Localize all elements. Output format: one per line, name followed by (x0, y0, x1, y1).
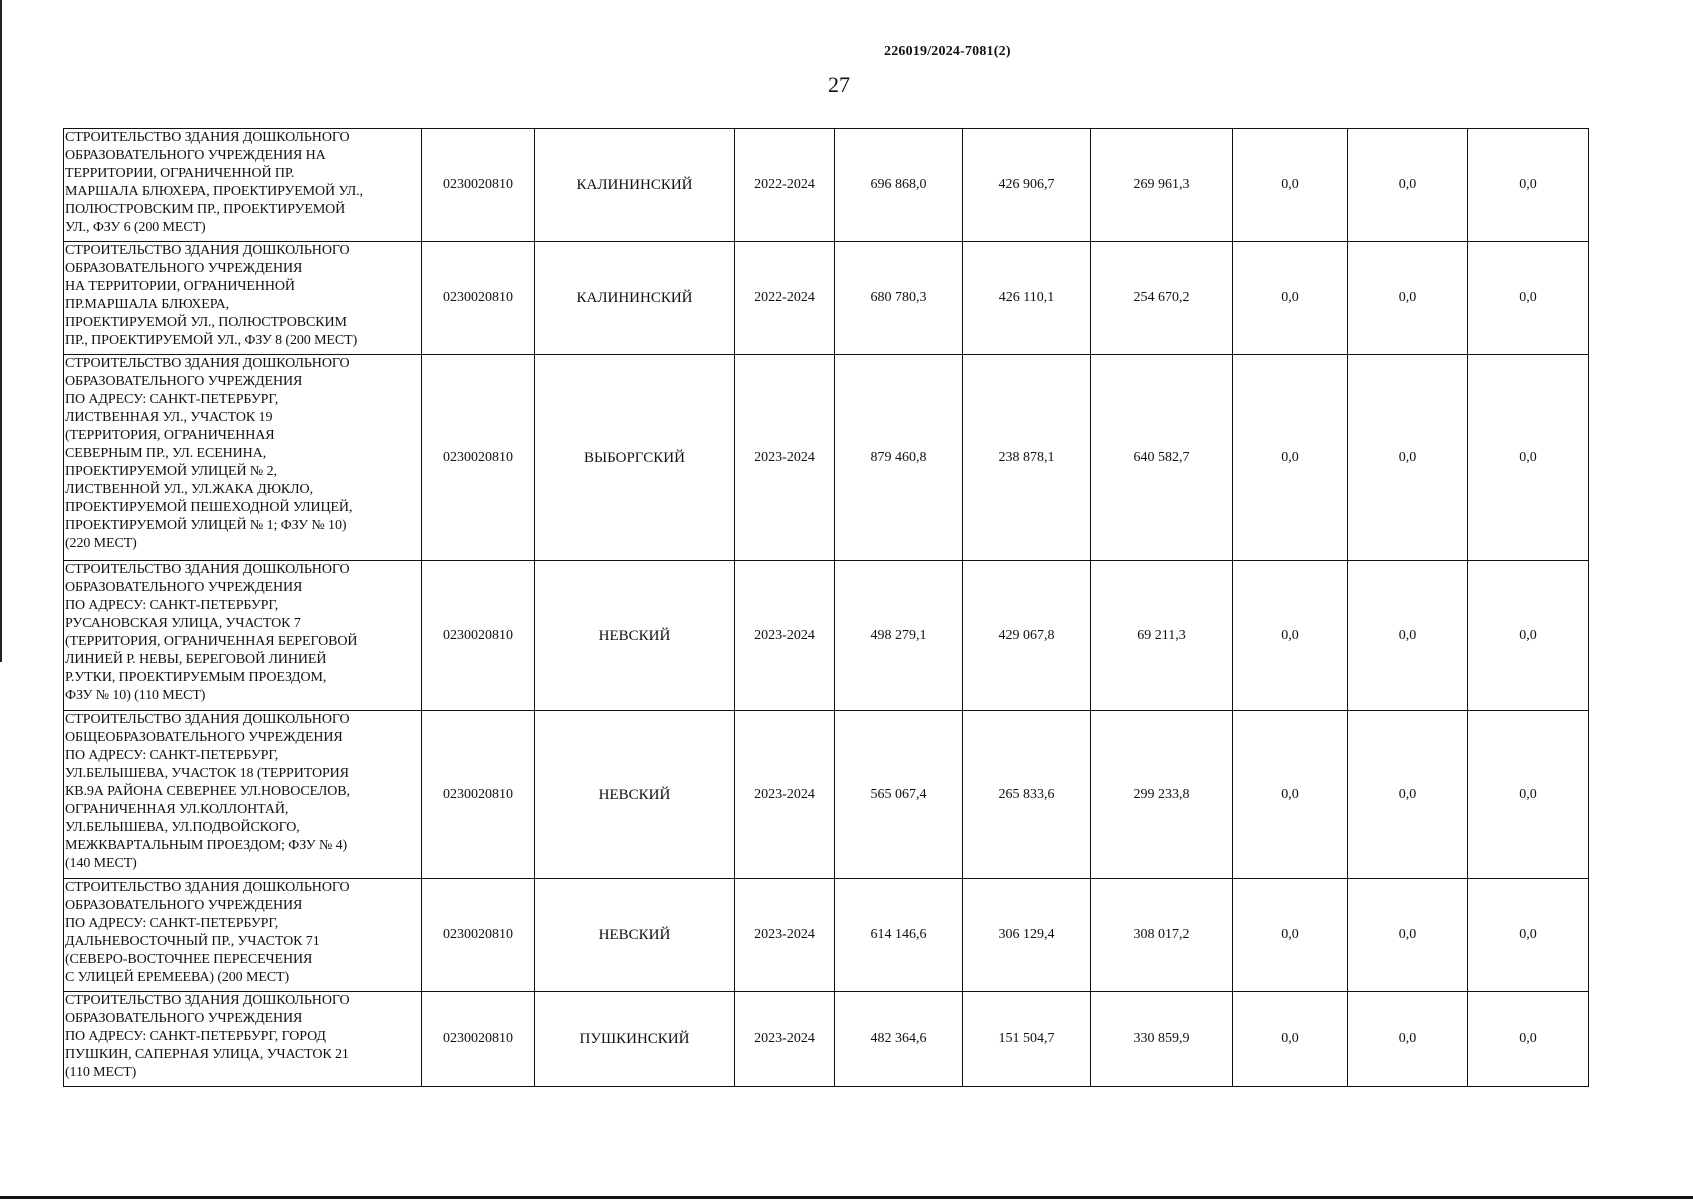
table-row (64, 355, 1589, 561)
value-cell: 0,0 (1468, 129, 1589, 242)
total-cell: 498 279,1 (835, 561, 963, 711)
value-cell: 151 504,7 (963, 992, 1091, 1087)
scan-left-edge (0, 0, 2, 662)
value-cell: 0,0 (1233, 242, 1348, 355)
value-cell: 69 211,3 (1091, 561, 1233, 711)
object-name-cell: СТРОИТЕЛЬСТВО ЗДАНИЯ ДОШКОЛЬНОГО ОБЩЕОБРАЗОВАТЕЛЬНОГО УЧРЕЖДЕНИЯ ПО АДРЕСУ: САНКТ-ПЕТЕРБУРГ, УЛ.БЕЛЫШЕВА, УЧАСТОК 18 (ТЕРРИТОРИЯ КВ.9А РАЙОНА СЕВЕРНЕЕ УЛ.НОВОСЕЛОВ, ОГРАНИЧЕННАЯ УЛ.КОЛЛОНТАЙ, УЛ.БЕЛЫШЕВА, УЛ.ПОДВОЙСКОГО, МЕЖКВАРТАЛЬНЫМ ПРОЕЗДОМ; ФЗУ № 4) (140 МЕСТ) (64, 711, 422, 879)
table-row (64, 561, 1589, 711)
value-cell: 0,0 (1468, 879, 1589, 992)
district-cell: НЕВСКИЙ (535, 879, 735, 992)
code-cell: 0230020810 (422, 129, 535, 242)
period-cell: 2022-2024 (735, 129, 835, 242)
district-cell: ВЫБОРГСКИЙ (535, 355, 735, 561)
table-row (64, 242, 1589, 355)
district-cell: КАЛИНИНСКИЙ (535, 242, 735, 355)
value-cell: 330 859,9 (1091, 992, 1233, 1087)
value-cell: 640 582,7 (1091, 355, 1233, 561)
total-cell: 680 780,3 (835, 242, 963, 355)
object-name-cell: СТРОИТЕЛЬСТВО ЗДАНИЯ ДОШКОЛЬНОГО ОБРАЗОВАТЕЛЬНОГО УЧРЕЖДЕНИЯ НА ТЕРРИТОРИИ, ОГРАНИЧЕННОЙ ПР. МАРШАЛА БЛЮХЕРА, ПРОЕКТИРУЕМОЙ УЛ., ПОЛЮСТРОВСКИМ ПР., ПРОЕКТИРУЕМОЙ УЛ., ФЗУ 6 (200 МЕСТ) (64, 129, 422, 242)
value-cell: 0,0 (1233, 879, 1348, 992)
period-cell: 2023-2024 (735, 992, 835, 1087)
period-cell: 2023-2024 (735, 355, 835, 561)
district-cell: НЕВСКИЙ (535, 711, 735, 879)
page-number: 27 (828, 72, 850, 97)
value-cell: 269 961,3 (1091, 129, 1233, 242)
total-cell: 482 364,6 (835, 992, 963, 1087)
value-cell: 0,0 (1233, 561, 1348, 711)
value-cell: 0,0 (1348, 129, 1468, 242)
code-cell: 0230020810 (422, 879, 535, 992)
code-cell: 0230020810 (422, 711, 535, 879)
object-name-cell: СТРОИТЕЛЬСТВО ЗДАНИЯ ДОШКОЛЬНОГО ОБРАЗОВАТЕЛЬНОГО УЧРЕЖДЕНИЯ ПО АДРЕСУ: САНКТ-ПЕТЕРБУРГ, РУСАНОВСКАЯ УЛИЦА, УЧАСТОК 7 (ТЕРРИТОРИЯ, ОГРАНИЧЕННАЯ БЕРЕГОВОЙ ЛИНИЕЙ Р. НЕВЫ, БЕРЕГОВОЙ ЛИНИЕЙ Р.УТКИ, ПРОЕКТИРУЕМЫМ ПРОЕЗДОМ, ФЗУ № 10) (110 МЕСТ) (64, 561, 422, 711)
value-cell: 0,0 (1233, 992, 1348, 1087)
value-cell: 0,0 (1468, 355, 1589, 561)
value-cell: 426 906,7 (963, 129, 1091, 242)
value-cell: 254 670,2 (1091, 242, 1233, 355)
value-cell: 0,0 (1468, 561, 1589, 711)
value-cell: 299 233,8 (1091, 711, 1233, 879)
period-cell: 2023-2024 (735, 711, 835, 879)
value-cell: 306 129,4 (963, 879, 1091, 992)
value-cell: 0,0 (1233, 129, 1348, 242)
code-cell: 0230020810 (422, 561, 535, 711)
bottom-scan-edge (0, 1196, 1693, 1199)
district-cell: НЕВСКИЙ (535, 561, 735, 711)
total-cell: 565 067,4 (835, 711, 963, 879)
total-cell: 879 460,8 (835, 355, 963, 561)
table-row (64, 992, 1589, 1087)
value-cell: 0,0 (1468, 711, 1589, 879)
funding-table (63, 128, 1589, 1087)
total-cell: 696 868,0 (835, 129, 963, 242)
district-cell: КАЛИНИНСКИЙ (535, 129, 735, 242)
value-cell: 308 017,2 (1091, 879, 1233, 992)
total-cell: 614 146,6 (835, 879, 963, 992)
value-cell: 0,0 (1468, 992, 1589, 1087)
value-cell: 0,0 (1348, 561, 1468, 711)
value-cell: 0,0 (1348, 242, 1468, 355)
value-cell: 0,0 (1233, 711, 1348, 879)
period-cell: 2023-2024 (735, 561, 835, 711)
value-cell: 0,0 (1233, 355, 1348, 561)
value-cell: 0,0 (1348, 355, 1468, 561)
value-cell: 0,0 (1348, 879, 1468, 992)
code-cell: 0230020810 (422, 242, 535, 355)
value-cell: 0,0 (1348, 992, 1468, 1087)
table-row (64, 711, 1589, 879)
period-cell: 2022-2024 (735, 242, 835, 355)
object-name-cell: СТРОИТЕЛЬСТВО ЗДАНИЯ ДОШКОЛЬНОГО ОБРАЗОВАТЕЛЬНОГО УЧРЕЖДЕНИЯ НА ТЕРРИТОРИИ, ОГРАНИЧЕННОЙ ПР.МАРШАЛА БЛЮХЕРА, ПРОЕКТИРУЕМОЙ УЛ., ПОЛЮСТРОВСКИМ ПР., ПРОЕКТИРУЕМОЙ УЛ., ФЗУ 8 (200 МЕСТ) (64, 242, 422, 355)
value-cell: 0,0 (1468, 242, 1589, 355)
district-cell: ПУШКИНСКИЙ (535, 992, 735, 1087)
value-cell: 429 067,8 (963, 561, 1091, 711)
code-cell: 0230020810 (422, 992, 535, 1087)
value-cell: 426 110,1 (963, 242, 1091, 355)
value-cell: 238 878,1 (963, 355, 1091, 561)
table-row (64, 129, 1589, 242)
object-name-cell: СТРОИТЕЛЬСТВО ЗДАНИЯ ДОШКОЛЬНОГО ОБРАЗОВАТЕЛЬНОГО УЧРЕЖДЕНИЯ ПО АДРЕСУ: САНКТ-ПЕТЕРБУРГ, ЛИСТВЕННАЯ УЛ., УЧАСТОК 19 (ТЕРРИТОРИЯ, ОГРАНИЧЕННАЯ СЕВЕРНЫМ ПР., УЛ. ЕСЕНИНА, ПРОЕКТИРУЕМОЙ УЛИЦЕЙ № 2, ЛИСТВЕННОЙ УЛ., УЛ.ЖАКА ДЮКЛО, ПРОЕКТИРУЕМОЙ ПЕШЕХОДНОЙ УЛИЦЕЙ, ПРОЕКТИРУЕМОЙ УЛИЦЕЙ № 1; ФЗУ № 10) (220 МЕСТ) (64, 355, 422, 561)
code-cell: 0230020810 (422, 355, 535, 561)
document-number: 226019/2024-7081(2) (884, 44, 1011, 59)
table-row (64, 879, 1589, 992)
object-name-cell: СТРОИТЕЛЬСТВО ЗДАНИЯ ДОШКОЛЬНОГО ОБРАЗОВАТЕЛЬНОГО УЧРЕЖДЕНИЯ ПО АДРЕСУ: САНКТ-ПЕТЕРБУРГ, ГОРОД ПУШКИН, САПЕРНАЯ УЛИЦА, УЧАСТОК 21 (110 МЕСТ) (64, 992, 422, 1087)
period-cell: 2023-2024 (735, 879, 835, 992)
value-cell: 0,0 (1348, 711, 1468, 879)
value-cell: 265 833,6 (963, 711, 1091, 879)
object-name-cell: СТРОИТЕЛЬСТВО ЗДАНИЯ ДОШКОЛЬНОГО ОБРАЗОВАТЕЛЬНОГО УЧРЕЖДЕНИЯ ПО АДРЕСУ: САНКТ-ПЕТЕРБУРГ, ДАЛЬНЕВОСТОЧНЫЙ ПР., УЧАСТОК 71 (СЕВЕРО-ВОСТОЧНЕЕ ПЕРЕСЕЧЕНИЯ С УЛИЦЕЙ ЕРЕМЕЕВА) (200 МЕСТ) (64, 879, 422, 992)
